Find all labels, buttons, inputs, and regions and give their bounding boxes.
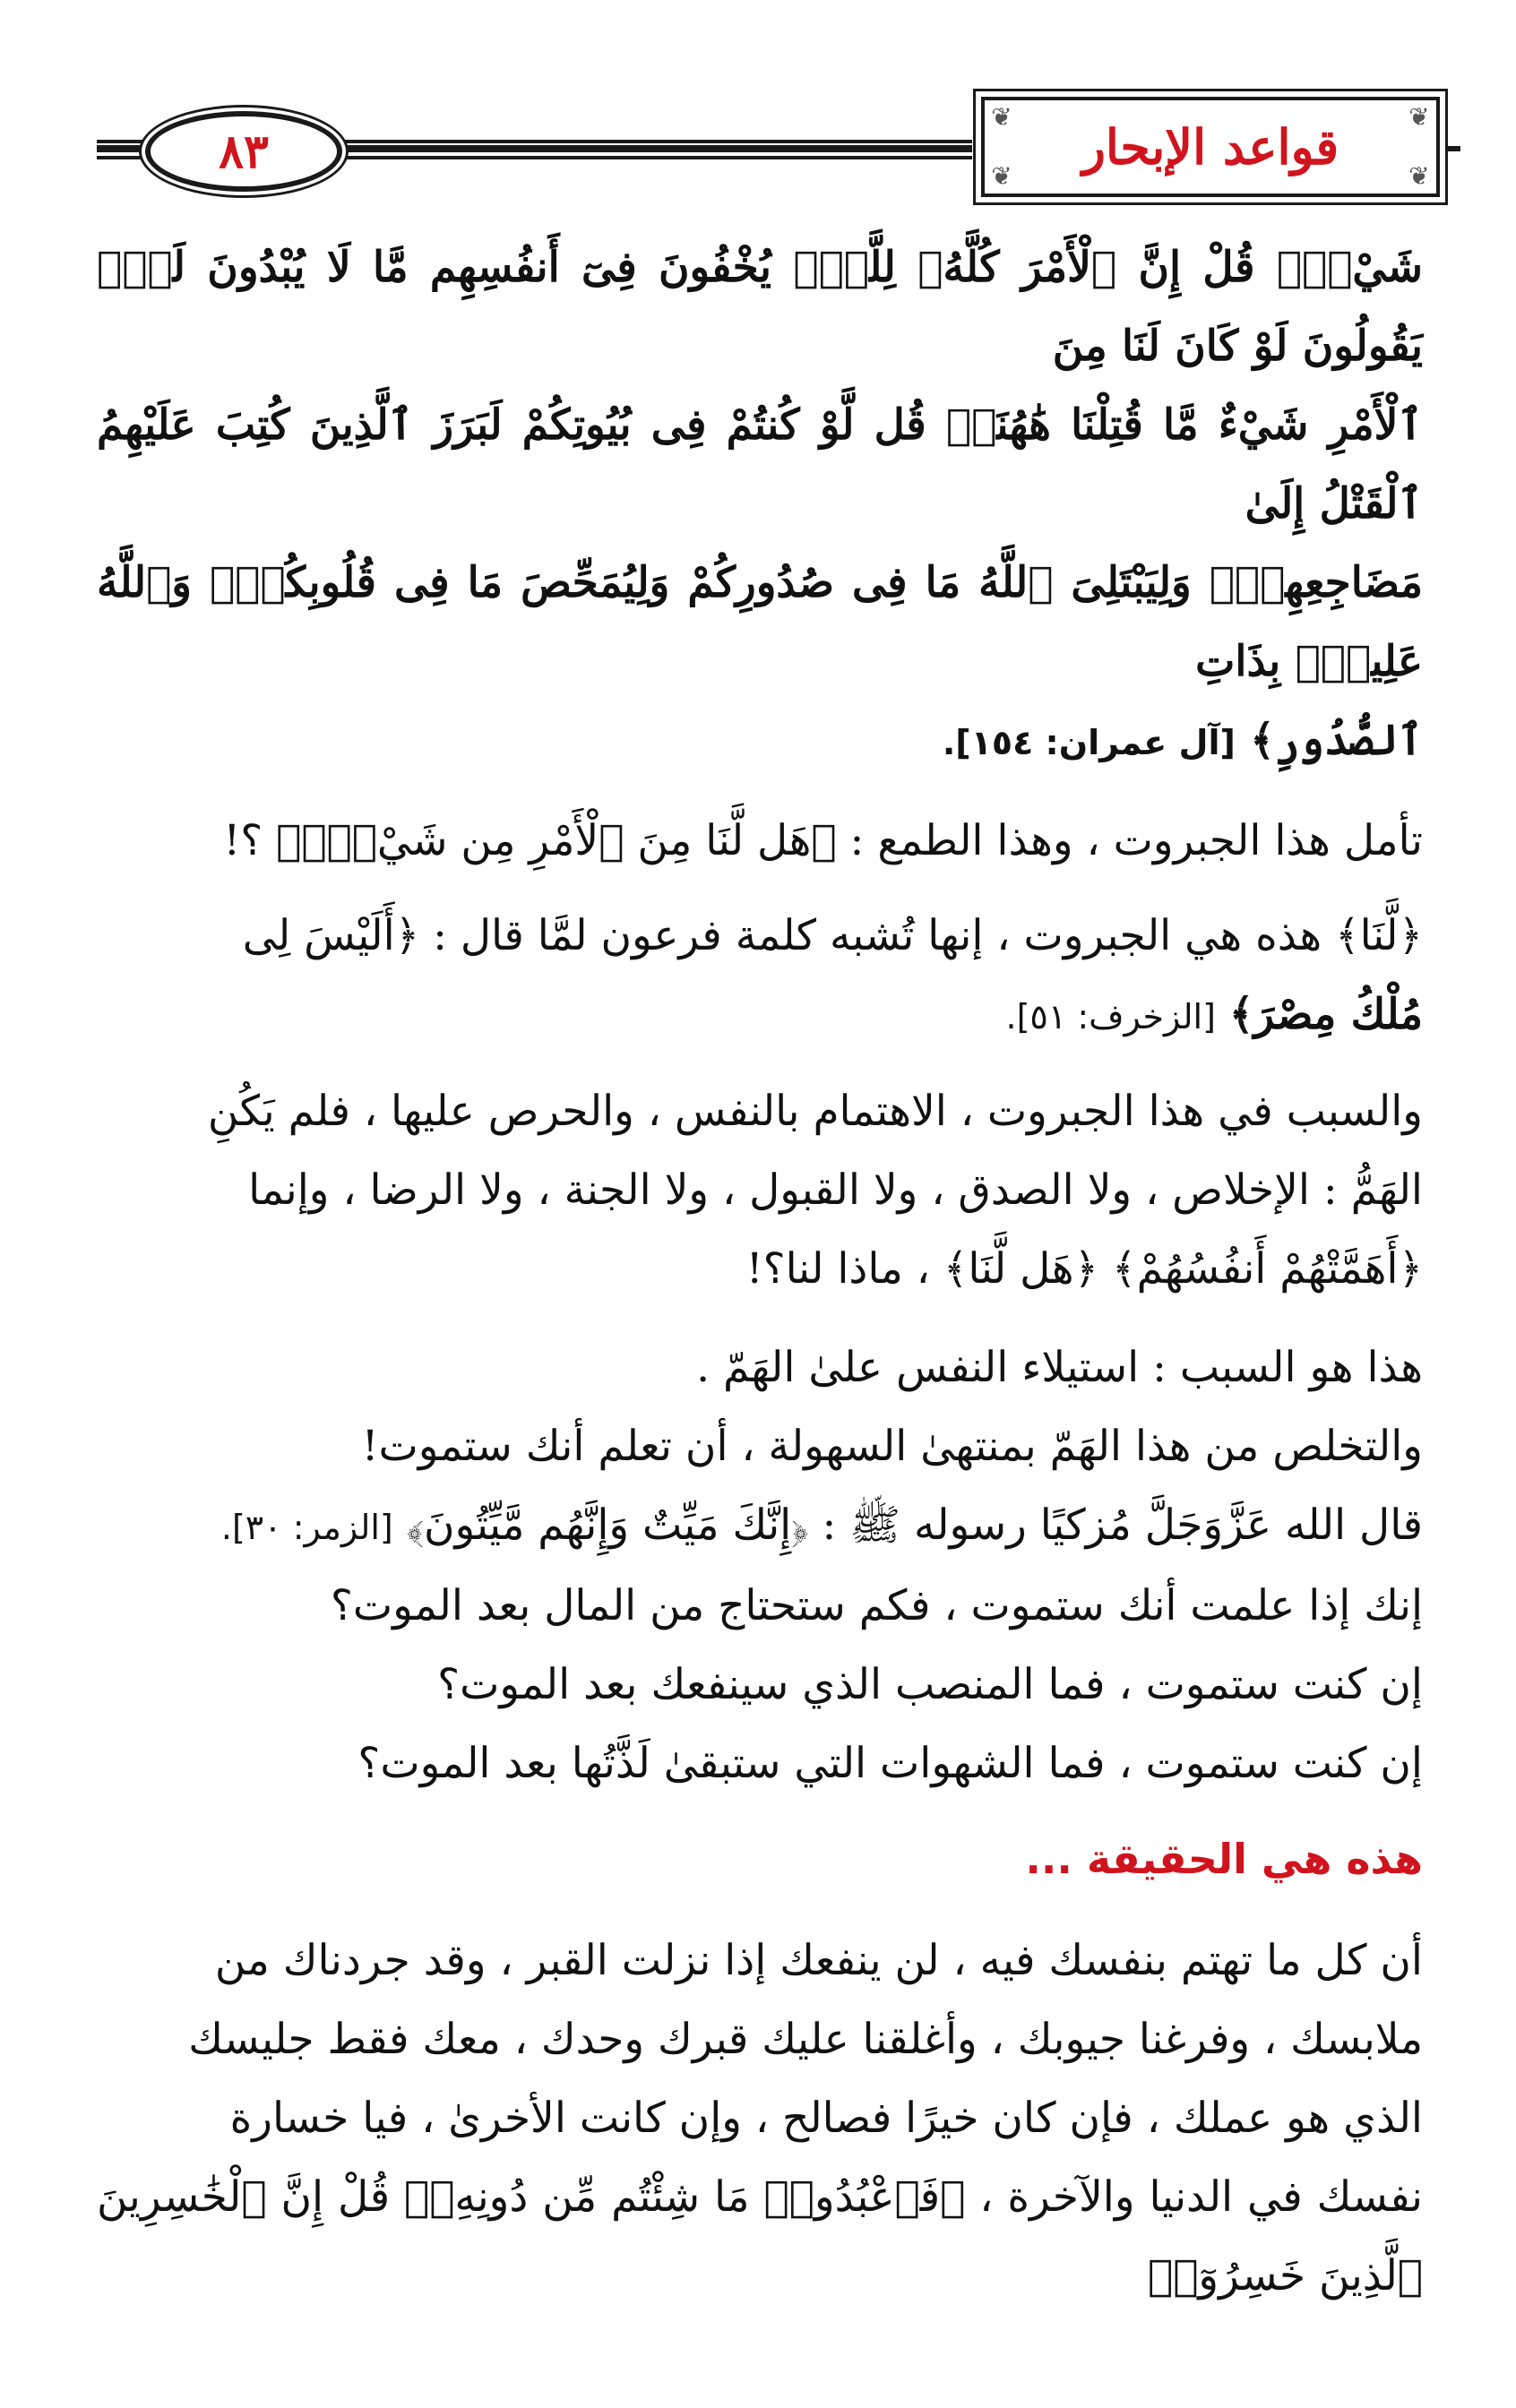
ornament-icon: ❦ (991, 102, 1012, 132)
paragraph: إن كنت ستموت ، فما الشهوات التي ستبقىٰ لَذَّتُها بعد الموت؟ (357, 1739, 1423, 1788)
ornament-icon: ❦ (1408, 102, 1430, 132)
running-title: قواعد الإبحار (1081, 118, 1339, 176)
quran-line: ٱلْأَمْرِ شَيْءٌ مَّا قُتِلْنَا هَٰهُنَاۗ قُل لَّوْ كُنتُمْ فِى بُيُوتِكُمْ لَبَرَزَ ٱلَّذِينَ كُتِبَ عَلَيْهِمُ ٱلْقَتْلُ إِلَىٰ (97, 400, 1423, 529)
ornament-icon: ❦ (991, 161, 1012, 191)
page-number: ٨٣ (219, 124, 269, 179)
quran-quote-block (97, 228, 1423, 782)
verse-reference: [الزمر: ٣٠]. (220, 1508, 393, 1547)
paragraph-line: والسبب في هذا الجبروت ، الاهتمام بالنفس ، والحرص عليها ، فلم يَكُنِ (207, 1087, 1423, 1136)
paragraph-line: الهَمُّ : الإخلاص ، ولا الصدق ، ولا القبول ، ولا الجنة ، ولا الرضا ، وإنما (248, 1165, 1423, 1215)
page-body (97, 228, 1423, 2316)
paragraph: تأمل هذا الجبروت ، وهذا الطمع : ﴿هَل لَّنَا مِنَ ٱلْأَمْرِ مِن شَيْءٍۗ﴾ ؟! (223, 816, 1423, 865)
paragraph-line: أن كل ما تهتم بنفسك فيه ، لن ينفعك إذا نزلت القبر ، وقد جردناك من (214, 1936, 1423, 1985)
quran-line: مَضَاجِعِهِمْۖ وَلِيَبْتَلِىَ ٱللَّهُ مَا فِى صُدُورِكُمْ وَلِيُمَحِّصَ مَا فِى قُلُوبِكُمْۗ وَٱللَّهُ عَلِيمٌۢ بِذَاتِ (97, 558, 1423, 686)
paragraph: إنك إذا علمت أنك ستموت ، فكم ستحتاج من المال بعد الموت؟ (330, 1581, 1423, 1630)
verse-reference: [آل عمران: ١٥٤]. (942, 723, 1236, 762)
paragraph-line: ملابسك ، وفرغنا جيوبك ، وأغلقنا عليك قبرك وحدك ، معك فقط جليسك (188, 2015, 1423, 2064)
paragraph: هذا هو السبب : استيلاء النفس علىٰ الهَمّ . (696, 1343, 1423, 1392)
paragraph: إن كنت ستموت ، فما المنصب الذي سينفعك بعد الموت؟ (437, 1660, 1423, 1709)
paragraph-text: قال الله عَزَّوَجَلَّ مُزكيًا رسوله ﷺ : ﴿إِنَّكَ مَيِّتٌ وَإِنَّهُم مَّيِّتُونَ﴾ (406, 1501, 1423, 1550)
section-heading: هذه هي الحقيقة ... (1025, 1835, 1423, 1883)
verse-reference: [الزخرف: ٥١]. (1005, 997, 1216, 1036)
quran-line: ٱلصُّدُورِ﴾ (1250, 716, 1423, 765)
paragraph (97, 1922, 1423, 2316)
paragraph (97, 1486, 1423, 1567)
quran-inline: مُلْكُ مِصْرَ﴾ (1228, 990, 1423, 1039)
paragraph-line: الذي هو عملك ، فإن كان خيرًا فصالح ، وإن كانت الأخرىٰ ، فيا خسارة (229, 2094, 1423, 2143)
paragraph-line: ﴿أَهَمَّتْهُمْ أَنفُسُهُمْ﴾ ﴿هَل لَّنَا﴾ ، ماذا لنا؟! (745, 1244, 1423, 1294)
paragraph-line: نفسك في الدنيا والآخرة ، ﴿فَٱعْبُدُوا۟ مَا شِئْتُم مِّن دُونِهِۦۗ قُلْ إِنَّ ٱلْخَٰسِرِينَ ٱلَّذِينَ خَسِرُوٓا۟ (97, 2172, 1423, 2300)
paragraph: والتخلص من هذا الهَمّ بمنتهىٰ السهولة ، أن تعلم أنك ستموت! (361, 1422, 1423, 1471)
paragraph-line: ﴿لَّنَا﴾ هذه هي الجبروت ، إنها تُشبه كلمة فرعون لمَّا قال : ﴿أَلَيْسَ لِى (242, 911, 1423, 960)
quran-line-end (97, 701, 1423, 782)
page-header (0, 0, 1516, 215)
running-title-frame (981, 97, 1440, 197)
quran-line: شَيْءٍۗ قُلْ إِنَّ ٱلْأَمْرَ كُلَّهُۥ لِلَّهِۗ يُخْفُونَ فِىٓ أَنفُسِهِم مَّا لَا يُبْدُونَ لَكَۖ يَقُولُونَ لَوْ كَانَ لَنَا مِنَ (97, 243, 1423, 371)
page-number-badge (145, 111, 342, 192)
ornament-icon: ❦ (1408, 161, 1430, 191)
paragraph (97, 897, 1423, 1056)
paragraph (97, 1072, 1423, 1309)
paragraph-line-end (97, 976, 1423, 1056)
